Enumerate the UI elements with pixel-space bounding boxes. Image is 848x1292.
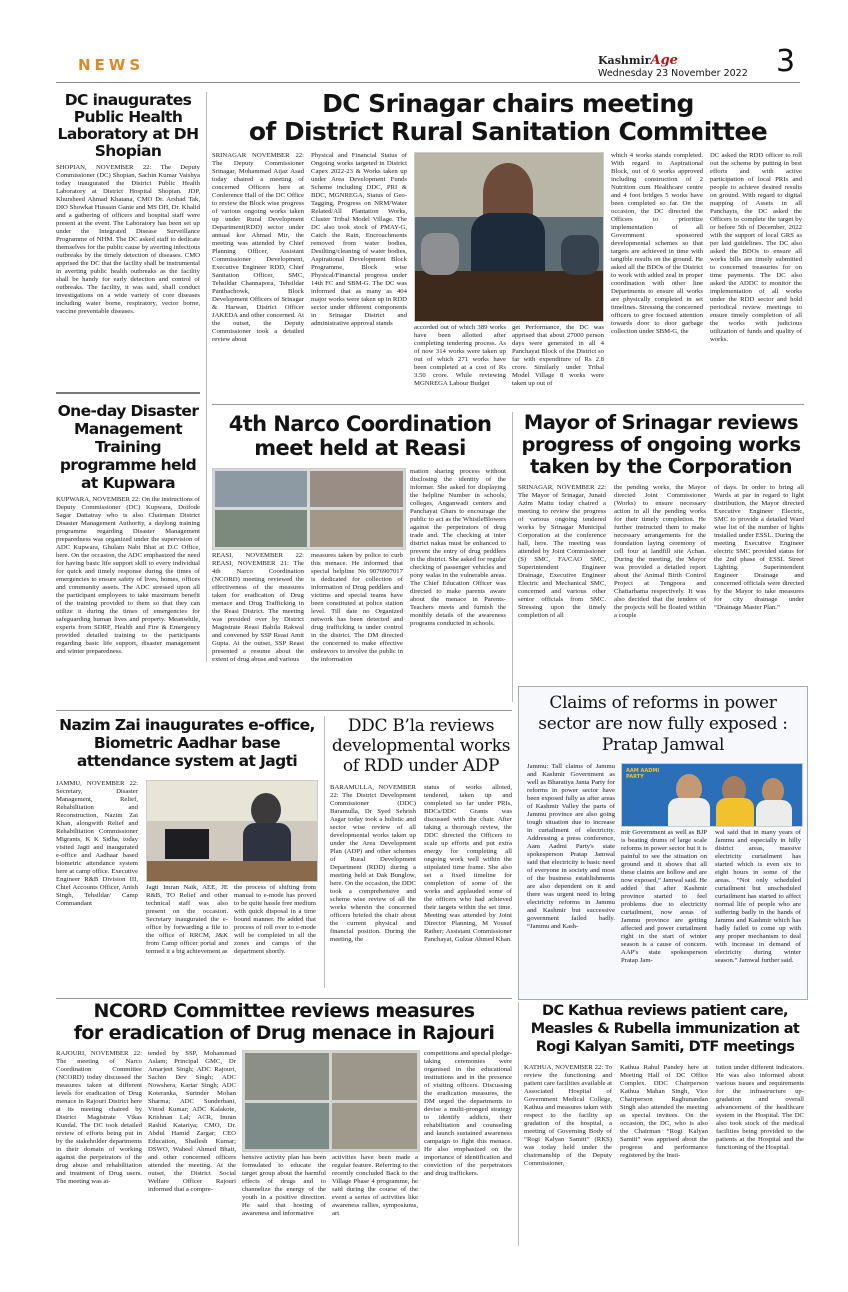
- headline-line-2: progress of ongoing works: [521, 433, 801, 456]
- col-1: KATHUA, NOVEMBER 22: To review the functioning and patient care facilities available at Associated Hospital of Government Medical College, Kathua and measures taken with respect to the facility up gradation of the hospital, a meeting of Governing Body of “Rogi Kalyan Samiti” (RKS) was today held under the chairmanship of the Deputy Commissioner,: [524, 1064, 612, 1167]
- masthead-rule: [56, 82, 800, 83]
- jagti-photo: [146, 780, 318, 882]
- col-3: mation sharing process without disclosing the identity of the informer. She asked for displaying the helpline Number in schools, colleges, Anganwadi centers and Panchayat Ghars to encourage the public to act as the WhistleBlowers against the perpetrators of drug trade and. The checking at inter district nakas must be enhanced to prevent the entry of drug peddlers in the district. She asked for regular checking of passenger vehicles and pony walas in the vulnerable areas. The Chief Education Officer was directed to make parents aware about the menace in Parents-Teachers meets and furnish the monthly details of the awareness programs conducted in schools.: [410, 468, 506, 627]
- headline: Nazim Zai inaugurates e-office, Biometric Aadhar base attendance system at Jagti: [59, 716, 315, 770]
- masthead-logo: [598, 49, 758, 68]
- col-2: Kathua Rahul Pandey here at Meeting Hall of DC Office Complex. DDC Chairperson Kathua Mahan Singh, Vice Chairperson Raghunandan Singh also attended the meeting as special invitees. On the occasion, the DC, who is also the Chairman “Rogi Kalyan Samiti” was apprised about the progress and performance registered by the Insti-: [620, 1064, 708, 1159]
- headline-line-1: DDC B’la reviews: [347, 716, 495, 736]
- article-baramulla: [330, 716, 512, 992]
- col-4: get Performance, the DC was apprised that about 27000 person days were generated in all 4 Panchayat Block of the District so far with expenditure of Rs 2.8 crore. Similarly under Tribal Model Village 8 works were taken up out of: [512, 324, 604, 387]
- headline: One-day Disaster Management Training programme held at Kupwara: [57, 402, 199, 492]
- headline-line-1: Claims of reforms in power: [549, 693, 777, 713]
- intro: Jammu: Tall claims of Jammu and Kashmir Government as well as Bharatiya Janta Party for reforms in power sector have been exposed fully as after areas of Kashmir Valley the parts of Jammu province are also going tough situation due to increase in curtailment of electricity. Addressing a press conference, Aam Aadmi Party's state spokesperson Pratap Jamwal said that electricity is basic need of everyone in society and most of the business establishments are also dependent on it and there was urgent need to bring electricity reforms in Jammu and Kashmir but successive government failed badly. “Jammu and Kash-: [527, 763, 615, 930]
- col-6: DC asked the RDD officer to roll out the scheme by putting in best efforts and with active participation of local PRIs and people to achieve desired results on ground. With regard to digital mapping of Assets in all Panchayts, the DC asked the Officers to complete the target by or before 5th of December, 2022 with the support of local GRS as per laid guidelines. The DC also asked the BDOs to ensure all works bills are timely submitted to concerned treasuries for on time payments. The DC also asked the ADDC to monitor the implementation of all works under the RDD sector and hold periodical review meetings to ensure timely completion of all the works with judicious utilization of funds and quality of works.: [710, 152, 802, 343]
- article-jamwal: [518, 686, 808, 1000]
- headline: DC Kathua reviews patient care, Measles & Rubella immunization at Rogi Kalyan Samiti, DTF meetings: [530, 1003, 800, 1055]
- column-rule: [512, 412, 513, 702]
- col-3: hensive activity plan has been formulated to educate the target group about the harmful effects of drugs and to channelize the energy of the youth in a positive direction. He said that hosting of awareness and informative: [242, 1154, 326, 1217]
- col-1: RAJOURI, NOVEMBER 22: The meeting of Narco Coordination Committee (NCORD) today discussed the measures taken at different levels for eradication of Drug menace in Rajouri District here at its meeting chaired by District Magistrate Vikas Kundal. The DC took detailed review of efforts being put in by the stakeholder departments in their domain of working against the perpetrators of the drug abuse and rehabilitation and treatment of Drug users. The meeting was at-: [56, 1050, 142, 1185]
- page-number: 3: [776, 44, 796, 79]
- col-5: competitions and special pledge-taking ceremonies were organised in the educational institutions and in the presence of visiting officers. Discussing the eradication measures, the DM urged the departments to devise a multi-pronged strategy to identify addicts, their rehabilitation and counseling and launch sustained awareness campaign to fight this menace. He also emphasized on the importance of identification and conviction of the perpetrators and drug traffickers.: [424, 1050, 512, 1177]
- headline-line-2: sector are now fully exposed :: [538, 714, 788, 734]
- headline-line-3: taken by the Corporation: [530, 455, 792, 478]
- article-sanitation: [212, 90, 804, 400]
- headline-line-2: meet held at Reasi: [254, 436, 466, 460]
- col-2: Jagti Imran Naik, AEE, JE R&B, TO Relief and other technical staff was also present on the occasion. Secretary inaugurated the e-office by forwarding a file to the office of RRCM, J&K from Camp officer portal and termed it a big achievement as: [146, 884, 228, 955]
- press-conference-photo: [621, 763, 803, 827]
- col-1: SRINAGAR, NOVEMBER 22: The Mayor of Srinagar, Junaid Azim Mattu today chaired a meeting to review the progress of various ongoing tendered works by Srinagar Municipal Corporation at the conference hall, here. The meeting was attended by Joint Commissioner (S) SMC, FA/CAO SMC, Superintendent Engineer Drainage, Executive Engineer Electric and Mechanical SMC, concerned and various other senior officials from SMC. Stressing upon the timely completion of all: [518, 484, 606, 619]
- article-dh-shopian: [56, 92, 200, 390]
- narco-photo: [212, 468, 406, 550]
- headline-line-1: DC Srinagar chairs meeting: [322, 89, 694, 118]
- column-rule: [324, 716, 325, 988]
- col-2: status of works alloted, tendered, taken up and completed so far under PRIs, BDCs/DDC Grants was discussed with the chair. After taking a thorough review, the DDC directed the Officers to scale up efforts and put extra energy for completing all ongoing work well within the stipulated time frame. She also set a fixed timeline for completion of some of the works and applauded some of the officers who had achieved their targets within the set time. Meeting was attended by Joint Director Planning, M Yousuf Rather; Assistant Commissioner Panchayat, Gulzar Ahmed Khan.: [424, 784, 512, 943]
- rajouri-photo: [242, 1050, 420, 1152]
- headline-line-2: of District Rural Sanitation Committee: [248, 117, 768, 146]
- col-1: SRINAGAR NOVEMBER 22: The Deputy Commissioner Srinagar, Mohammad Aijaz Asad today chaired a meeting of concerned Officers here at Conference Hall of the DC Office to review the Block wise progress of various ongoing works taken up under Rural Development Department(RDD) sector under annual kor Ahmad Mir, the meeting was attended by Chief Planning Officer, Assistant Commissioner Development, Executive Engineer RDD, Chief Sanitation Officer, SMC, Tehsildar Channapora, Tehsildar Panthachowk, Block Development Officers of Srinagar & Harwan, District Officer JAKEDA and other concerned. At the outset, the Deputy Commissioner took a detailed review about: [212, 152, 304, 343]
- col-2: tended by SSP, Mohammad Aslam; Principal GMC, Dr Amarjeet Singh; ADC Rajouri, Sachin Dev Singh; ADC Nowshera, Kartar Singh; ADC Koteranka, Surinder Mohan Sharma; ADC Sunderbani, Vinod Kumar; ADC Kalakote, Krishnan Lal; ACR, Imran Rashid Katariya; CMO, Dr. Abdul Hamid Zargar; CEO Education, Shailesh Kumar; DSWO, Waheel Ahmed Bhatt, and other concerned officers attended the meeting. At the outset, the District Social Welfare Officer Rajouri informed that a compre-: [148, 1050, 236, 1193]
- article-kupwara: [56, 402, 200, 736]
- sanitation-photo: [414, 152, 604, 322]
- headline-line-2: for eradication of Drug menace in Rajouri: [73, 1022, 495, 1044]
- col-1: BARAMULLA, NOVEMBER 22: The District Development Commissioner (DDC) Baramulla, Dr Syed Sehrish Asgar today took a holistic and sector wise review of all developmental works taken up under the Area Development Plan (ADP) and other schemes of Rural Development Department (RDD) during a meeting held at Dak Bunglow, here. On the occasion, the DDC took a comprehensive and scheme wise review of all the works wherein the concerned officers briefed the chair about the current physical and financial position. During the meeting, the: [330, 784, 416, 943]
- headline-line-1: NCORD Committee reviews measures: [93, 1000, 475, 1022]
- col-3: of days. In order to bring all Wards at par in regard to light distribution, the Mayor directed Executive Engineer Electric, SMC to provide a detailed Ward wise list of the number of lights installed under ESSL. During the meeting Executive Engineer electric SMC provided status for the 2nd phase of ESSL Street Lighting. Superintendent Engineer Drainage and concerned officials were directed by the Mayor to take measures for city drainage under “Drainage Master Plan.”: [714, 484, 804, 611]
- brand-script: Age: [650, 53, 678, 68]
- aap-banner: AAM AADMI PARTY: [626, 768, 660, 780]
- headline-line-2: developmental works: [331, 736, 511, 756]
- divider: [56, 392, 200, 394]
- col-3: accorded out of which 389 works have been allotted after completing tendering process. As of now 314 works were taken up out of which 271 works have been completed at a cost of Rs 3.50 crore. While reviewing MGNREGA Labour Budget: [414, 324, 506, 387]
- column-rule: [206, 92, 207, 662]
- divider: [56, 998, 512, 999]
- col-2: mir Government as well as BJP is beating drums of large scale reforms in power sector but it is painful to see the situation on ground and it shows that all these claims are hollow and are now exposed,” Jamwal said. He added that after Kashmir province started to feel problems due to electricity curtailment, now areas of Jammu province are getting affected and power curtailment right in the start of winter season is a cause of concern. AAP's state spokesperson Pratap Jam-: [621, 829, 707, 964]
- col-5: which 4 works stands completed. With regard to Aspirational Block, out of 6 works approved including construction of 2 Nutrition cum Healthcare centre and 4 foot bridges 5 works have been completed so far. On the occasion, the DC directed the Officers to prioritize implementation of all Government sponsored developmental schemes so that targets are achieved in time with tangible results on the ground. He asked all the BDOs of the District to work with added zeal in proper coordination with other line Departments to ensure all works are physically completed in set timelines. Stressing the concerned officers to give focused attention towards door to door garbage collection under SBM-G, the: [611, 152, 703, 335]
- col-4: activities have been made a regular feature. Referring to the recently concluded Back to the Village Phase 4 programme, he said during the course of the event a series of activities like awareness rallies, symposiums, art: [332, 1154, 418, 1217]
- headline-line-1: Mayor of Srinagar reviews: [523, 411, 799, 434]
- col-3: the process of shifting from manual to e-mode has proved to be quite hassle free medium with quick disposal in a time bound manner. He added that process of roll over to e-mode will be completed in all the zones and camps of the department shortly.: [234, 884, 316, 955]
- col-2: Physical and Financial Status of Ongoing works targeted in District Capex 2022-23 & Works taken up under Area Development Funds Scheme including DDC, PRI & BDC, MGNREGA, Status of Geo-Tagging, Progress on NRM/Water Related/All Plantation Works, Cluster Tribal Model Village. The DC also took stock of PMAY-G, Catch the Rain, Encroachments removed from water bodies, Desilting/cleaning of water bodies, Aspirational Development Block Programme, Block wise Physical/Financial progress under 14th FC and SBM-G. The DC was informed that as many as 404 major works were taken up in RDD sector under different components in Srinagar District and administrative approval stands: [311, 152, 407, 327]
- article-mayor: [518, 412, 804, 670]
- article-jagti: [56, 716, 318, 992]
- article-body: KUPWARA, NOVEMBER 22: On the instructions of Deputy Commissioner (DC) Kupwara, Doifode Sagar Dattatray who is also Chairman District Disaster Management Authority, a daylong training programme regarding Disaster Management preparedness was organized under the supervision of ADC Kupwara, Ghulam Nabi Bhat at D.C Office, here. On the occasion, the ADC emphasized the need for having basic life support skill to every individual for quick and timely response during the times of emergencies to ensure safety of lives, homes, offices and community assets. The ADC stressed upon all the participant employees to take maximum benefit of the training provided to them so that they can utilize it during the times of emergencies for safeguarding human lives and property. Meanwhile, experts from SDRF, Health and Fire & Emergency provided detailed training to the participants regarding basic life support, disaster management and winter preparedness.: [56, 496, 200, 655]
- headline-line-3: Pratap Jamwal: [601, 735, 725, 755]
- col-1: JAMMU, NOVEMBER 22: Secretary, Disaster Management, Relief, Rehabilitation and Reconstruction, Nazim Zai Khan, alongwith Relief and Rehabilitation Commissioner Migrants, K K Sidha, today visited Jagti and inaugurated e-office and Aadhaar based biometric attendance system here at camp office. Executive Engineer R&B Division III, Chief Accounts Officer, Anish Singh, Tehsildar/ Camp Commandant: [56, 780, 138, 907]
- section-label: NEWS: [78, 56, 145, 74]
- divider: [56, 710, 512, 711]
- masthead-date: Wednesday 23 November 2022: [598, 68, 748, 79]
- article-narco-reasi: [212, 412, 508, 704]
- col-1: REASI, NOVEMBER 22: REASI, NOVEMBER 21: The 4th Narco Coordination (NCORD) meeting reviewed the effectiveness of the measures taken for eradication of Drug menace and Drug Trafficking in the Reasi District. The meeting was presided over by District Magistrate Reasi Babila Rakwal and convened by SSP Reasi Amit Gupta. At the outset, SSP Reasi presented a resume about the extent of drug abuse and various: [212, 552, 304, 663]
- col-2: measures taken by police to curb this menace. He informed that special helpline No 9076907017 is dedicated for collection of information of Drug peddlers and victims and special teams have been constituted at police station level. Till date no Organized network has been detected and drug trafficking is under control in the district. The DM directed the concerned to make effective endeavors to involve the public in the information: [311, 552, 403, 663]
- headline: DC inaugurates Public Health Laboratory at DH Shopian: [57, 91, 199, 160]
- column-rule: [518, 1002, 519, 1246]
- col-3: wal said that in many years of Jammu and especially in hilly district areas, massive electricity curtailment has started which is even six to eight hours in some of the areas. “Not only scheduled curtailment but unscheduled curtailment has started to affect normal life of people who are suffering badly in the hands of Jammu and Kashmir which has badly failed to come up with any proper mechanism to deal with increase in demand of electricity during winter season.” Jamwal further said.: [715, 829, 801, 964]
- headline-line-3: of RDD under ADP: [342, 756, 500, 776]
- article-rajouri: [56, 1000, 512, 1250]
- brand-word: Kashmir: [598, 54, 651, 67]
- article-body: SHOPIAN, NOVEMBER 22: The Deputy Commissioner (DC) Shopian, Sachin Kumar Vaishya today inaugurated the District Public Health Laboratory at District Hospital Shopian. JDP, Khursheed Ahmad Khatana, CMO Dr. Arshad Tak, DIO Showkat Hussain Ganie and MS DH, Dr. Khalid and a gathering of officers and hospital staff were present at the event. The Laboratory has been set up under the Integrated Disease Surveillance Programme of NHM. The DC asked staff to dedicate themselves for the public cause by averting infectious outbreaks by the timely detection of diseases. CMO apprised the DC that the facility shall be instrumental in averting public health outbreaks as the facility shall be handy for early detection and control of outbreaks. The facility, it was said, shall conduct investigations on a wide variety of core diseases including water borne, respiratory, vector borne, vaccine preventable diseases.: [56, 164, 200, 315]
- headline-line-1: 4th Narco Coordination: [228, 412, 492, 436]
- col-2: the pending works, the Mayor directed Joint Commissioner (Works) to ensure necessary action in all the pending works for their timely completion. He further instructed them to make necessary arrangements for the foundation laying ceremony of cell four at landfill site Achan. During the meeting, the Mayor was provided a detailed report about the Animal Birth Control Project at Tengpora and Chattarhama respectively. It was also decided that the tenders of the projects will be floated within a couple: [614, 484, 706, 619]
- article-kathua: [524, 1002, 806, 1246]
- col-3: tution under different indicators. He was also informed about various issues and requirements for the infrastructure up-gradation and overall advancement of the healthcare system in the Hospital. The DC also took stock of the medical facilities being provided to the patients at the Hospital and the functioning of the Hospital.: [716, 1064, 804, 1151]
- divider: [212, 404, 804, 405]
